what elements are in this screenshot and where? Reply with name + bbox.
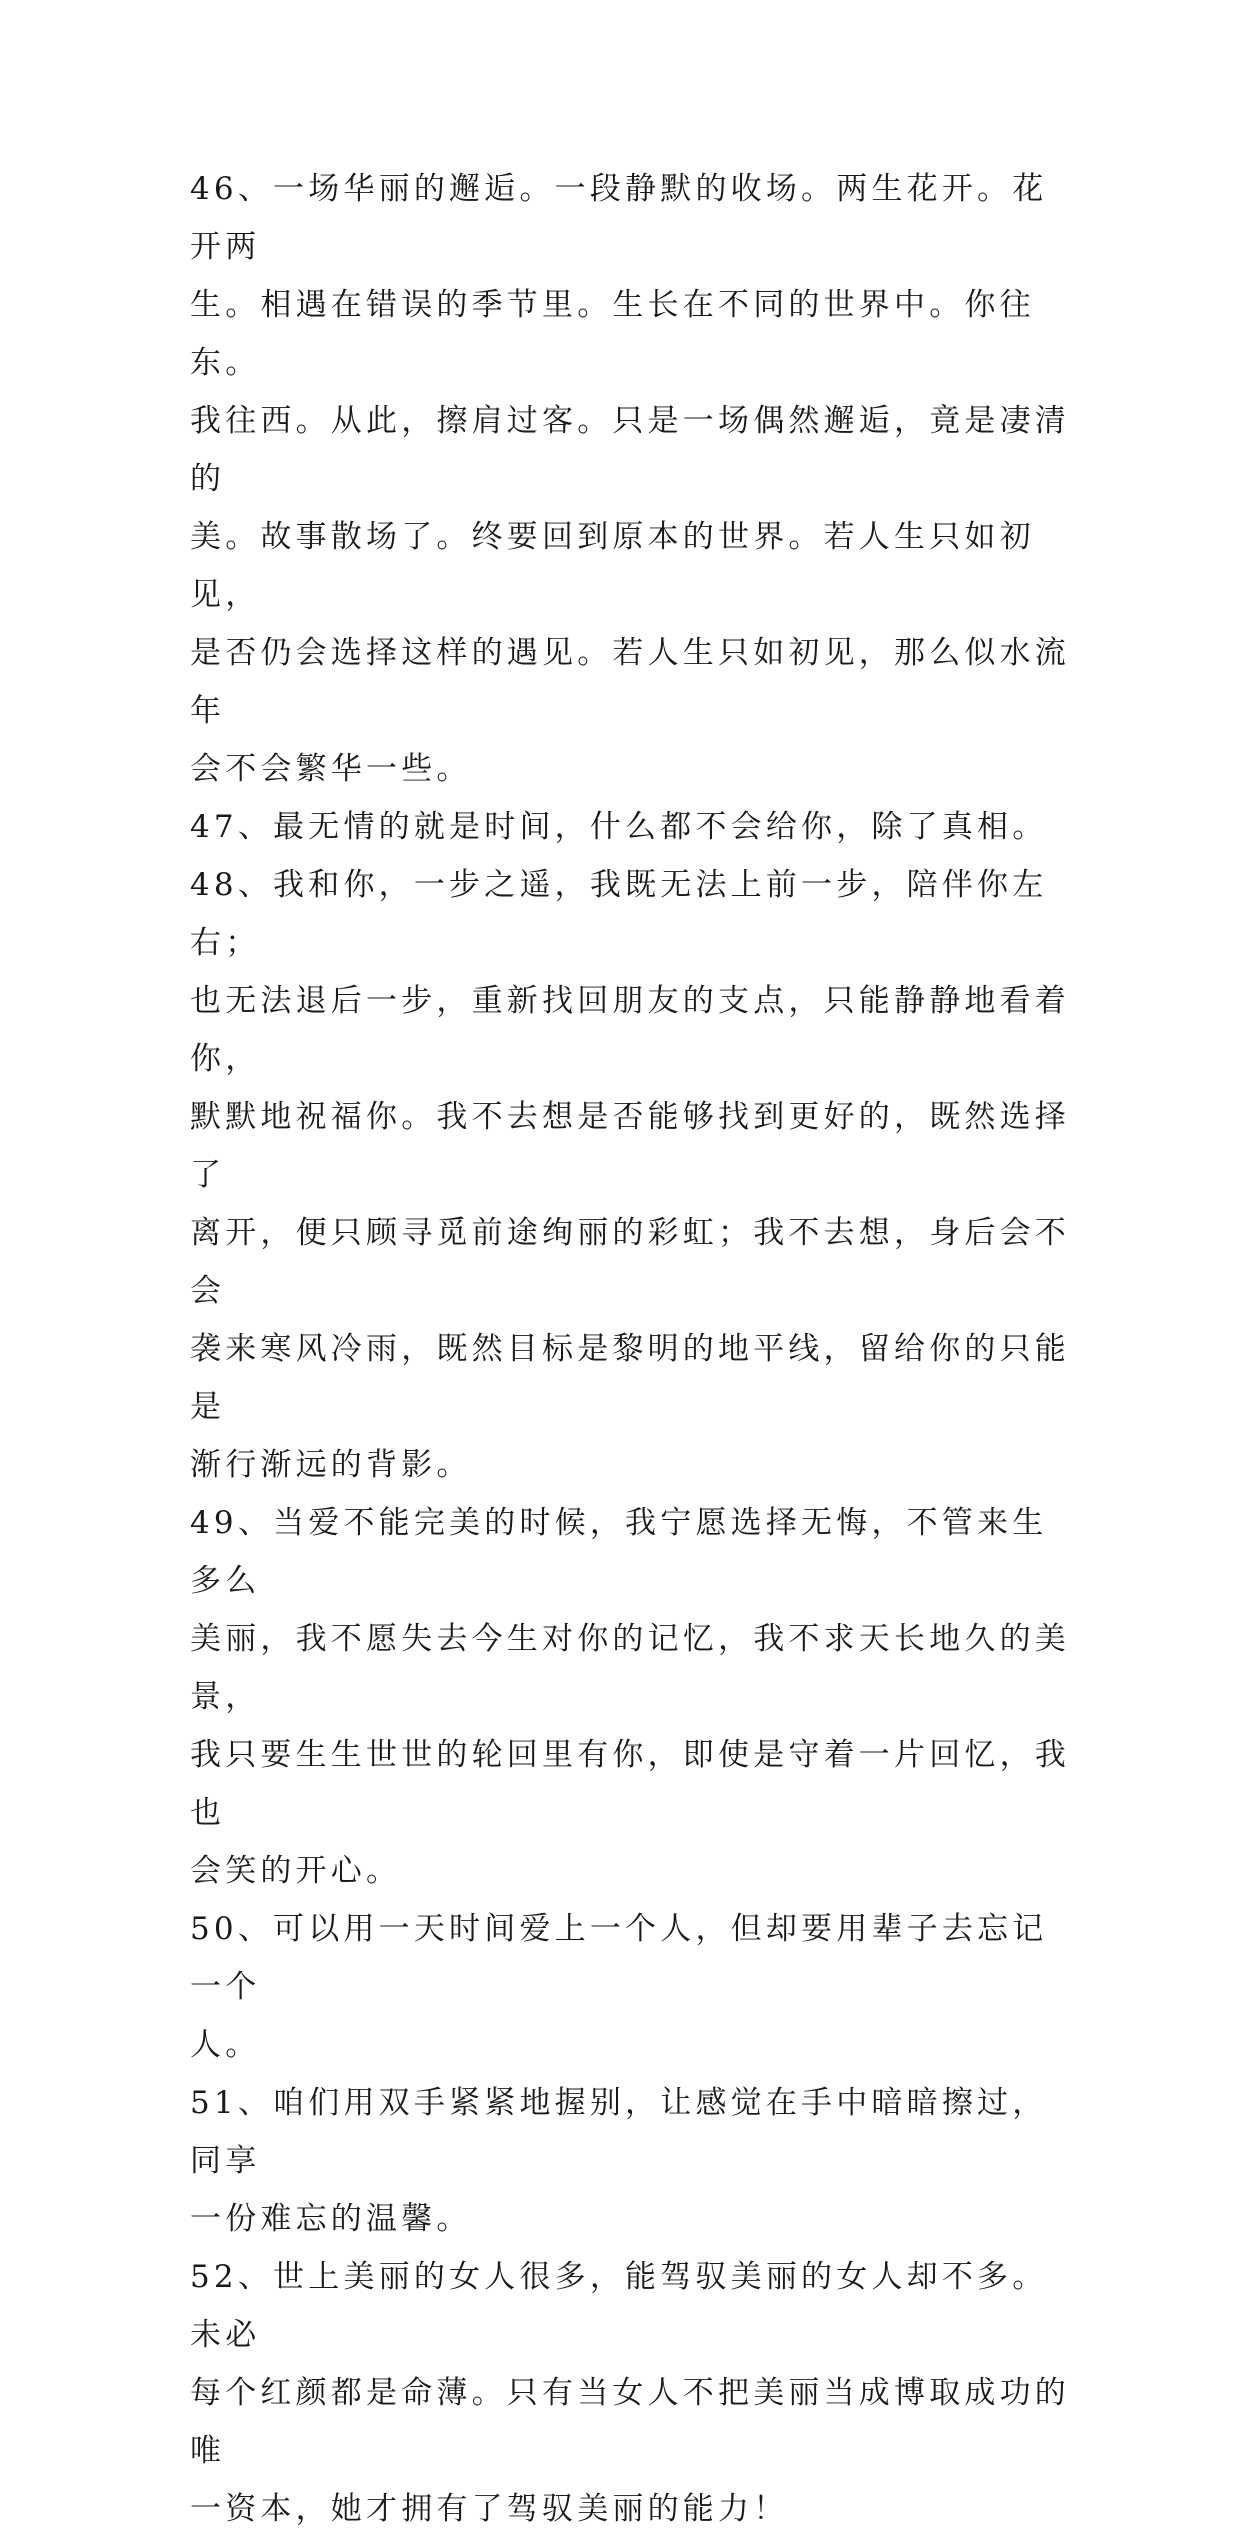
line: 人。 bbox=[190, 2027, 261, 2063]
paragraph-48 bbox=[190, 856, 1070, 1494]
line: 生。相遇在错误的季节里。生长在不同的世界中。你往东。 bbox=[190, 287, 1035, 381]
line: 美。故事散场了。终要回到原本的世界。若人生只如初见， bbox=[190, 519, 1035, 613]
line: 52、世上美丽的女人很多，能驾驭美丽的女人却不多。未必 bbox=[190, 2259, 1048, 2353]
line: 49、当爱不能完美的时候，我宁愿选择无悔，不管来生多么 bbox=[190, 1505, 1048, 1599]
paragraph-47 bbox=[190, 798, 1070, 856]
line: 每个红颜都是命薄。只有当女人不把美丽当成博取成功的唯 bbox=[190, 2375, 1070, 2469]
paragraph-50 bbox=[190, 1900, 1070, 2074]
paragraph-46 bbox=[190, 160, 1070, 798]
line: 默默地祝福你。我不去想是否能够找到更好的，既然选择了 bbox=[190, 1099, 1070, 1193]
line: 47、最无情的就是时间，什么都不会给你，除了真相。 bbox=[190, 809, 1048, 845]
line: 离开，便只顾寻觅前途绚丽的彩虹；我不去想，身后会不会 bbox=[190, 1215, 1070, 1309]
line: 50、可以用一天时间爱上一个人，但却要用辈子去忘记一个 bbox=[190, 1911, 1048, 2005]
line: 一份难忘的温馨。 bbox=[190, 2201, 472, 2237]
line: 51、咱们用双手紧紧地握别，让感觉在手中暗暗擦过，同享 bbox=[190, 2085, 1048, 2179]
line: 会笑的开心。 bbox=[190, 1853, 402, 1889]
line: 48、我和你，一步之遥，我既无法上前一步，陪伴你左右； bbox=[190, 867, 1048, 961]
paragraph-49 bbox=[190, 1494, 1070, 1900]
line: 我往西。从此，擦肩过客。只是一场偶然邂逅，竟是凄清的 bbox=[190, 403, 1070, 497]
line: 是否仍会选择这样的遇见。若人生只如初见，那么似水流年 bbox=[190, 635, 1070, 729]
line: 一资本，她才拥有了驾驭美丽的能力！ bbox=[190, 2491, 789, 2527]
line: 46、一场华丽的邂逅。一段静默的收场。两生花开。花开两 bbox=[190, 171, 1048, 265]
line: 我只要生生世世的轮回里有你，即使是守着一片回忆，我也 bbox=[190, 1737, 1070, 1831]
line: 美丽，我不愿失去今生对你的记忆，我不求天长地久的美景， bbox=[190, 1621, 1070, 1715]
line: 也无法退后一步，重新找回朋友的支点，只能静静地看着你， bbox=[190, 983, 1070, 1077]
paragraph-51 bbox=[190, 2074, 1070, 2248]
line: 渐行渐远的背影。 bbox=[190, 1447, 472, 1483]
line: 袭来寒风冷雨，既然目标是黎明的地平线，留给你的只能是 bbox=[190, 1331, 1070, 1425]
paragraph-52 bbox=[190, 2248, 1070, 2538]
document-body bbox=[190, 160, 1070, 2538]
line: 会不会繁华一些。 bbox=[190, 751, 472, 787]
